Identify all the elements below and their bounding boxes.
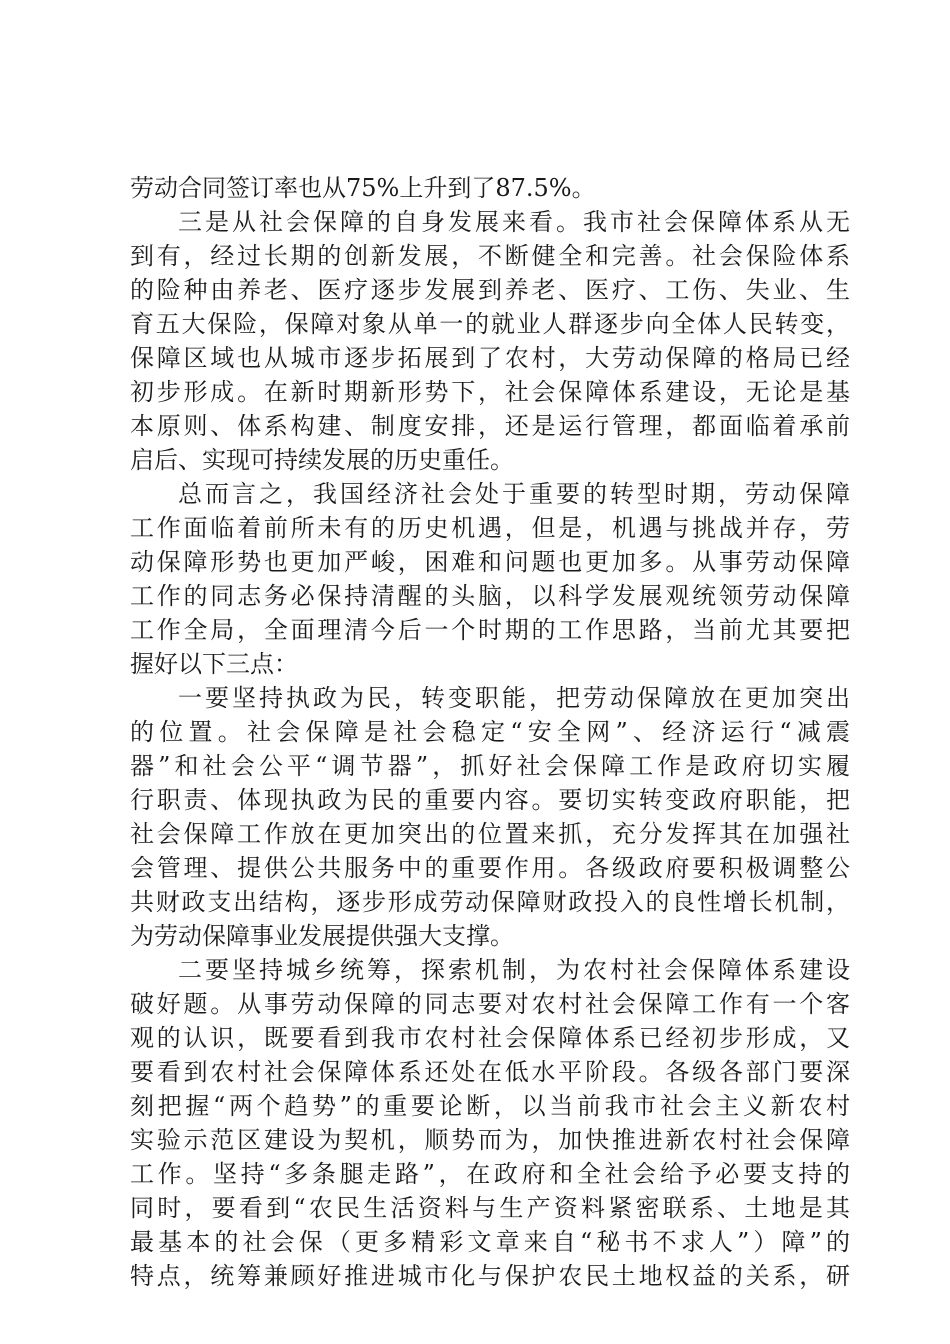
text-line: 工作的同志务必保持清醒的头脑，以科学发展观统领劳动保障 xyxy=(130,582,850,610)
text-line: 社会保障工作放在更加突出的位置来抓，充分发挥其在加强社 xyxy=(130,820,850,848)
text-line: 行职责、体现执政为民的重要内容。要切实转变政府职能，把 xyxy=(130,786,850,814)
text-line: 工作全局，全面理清今后一个时期的工作思路，当前尤其要把 xyxy=(130,616,850,644)
text-line: 初步形成。在新时期新形势下，社会保障体系建设，无论是基 xyxy=(130,378,850,406)
text-line: 到有，经过长期的创新发展，不断健全和完善。社会保险体系 xyxy=(130,242,850,270)
text-line: 要看到农村社会保障体系还处在低水平阶段。各级各部门要深 xyxy=(130,1058,850,1086)
text-line: 工作面临着前所未有的历史机遇，但是，机遇与挑战并存，劳 xyxy=(130,514,850,542)
text-line: 破好题。从事劳动保障的同志要对农村社会保障工作有一个客 xyxy=(130,990,850,1018)
text-line: 同时，要看到“农民生活资料与生产资料紧密联系、土地是其 xyxy=(130,1194,850,1222)
paragraph-first-line: 三是从社会保障的自身发展来看。我市社会保障体系从无 xyxy=(178,208,850,236)
text-line: 的险种由养老、医疗逐步发展到养老、医疗、工伤、失业、生 xyxy=(130,276,850,304)
paragraph-first-line: 总而言之，我国经济社会处于重要的转型时期，劳动保障 xyxy=(178,480,850,508)
text-line: 最基本的社会保（更多精彩文章来自“秘书不求人”）障”的 xyxy=(130,1228,850,1256)
text-line: 器”和社会公平“调节器”，抓好社会保障工作是政府切实履 xyxy=(130,752,850,780)
paragraph-first-line: 一要坚持执政为民，转变职能，把劳动保障放在更加突出 xyxy=(178,684,850,712)
text-line: 特点，统筹兼顾好推进城市化与保护农民土地权益的关系，研 xyxy=(130,1262,850,1290)
text-line: 本原则、体系构建、制度安排，还是运行管理，都面临着承前 xyxy=(130,412,850,440)
text-line: 观的认识，既要看到我市农村社会保障体系已经初步形成，又 xyxy=(130,1024,850,1052)
paragraph-first-line: 二要坚持城乡统筹，探索机制，为农村社会保障体系建设 xyxy=(178,956,850,984)
text-line: 实验示范区建设为契机，顺势而为，加快推进新农村社会保障 xyxy=(130,1126,850,1154)
text-line: 育五大保险，保障对象从单一的就业人群逐步向全体人民转变， xyxy=(130,310,850,338)
text-line: 启后、实现可持续发展的历史重任。 xyxy=(130,446,514,474)
text-line: 保障区域也从城市逐步拓展到了农村，大劳动保障的格局已经 xyxy=(130,344,850,372)
text-line: 共财政支出结构，逐步形成劳动保障财政投入的良性增长机制， xyxy=(130,888,850,916)
text-line: 会管理、提供公共服务中的重要作用。各级政府要积极调整公 xyxy=(130,854,850,882)
text-line: 工作。坚持“多条腿走路”，在政府和全社会给予必要支持的 xyxy=(130,1160,850,1188)
text-line: 动保障形势也更加严峻，困难和问题也更加多。从事劳动保障 xyxy=(130,548,850,576)
text-line: 握好以下三点： xyxy=(130,650,298,678)
text-line: 劳动合同签订率也从75%上升到了87.5%。 xyxy=(130,174,596,202)
text-line: 刻把握“两个趋势”的重要论断，以当前我市社会主义新农村 xyxy=(130,1092,850,1120)
text-line: 为劳动保障事业发展提供强大支撑。 xyxy=(130,922,514,950)
text-line: 的位置。社会保障是社会稳定“安全网”、经济运行“减震 xyxy=(130,718,850,746)
